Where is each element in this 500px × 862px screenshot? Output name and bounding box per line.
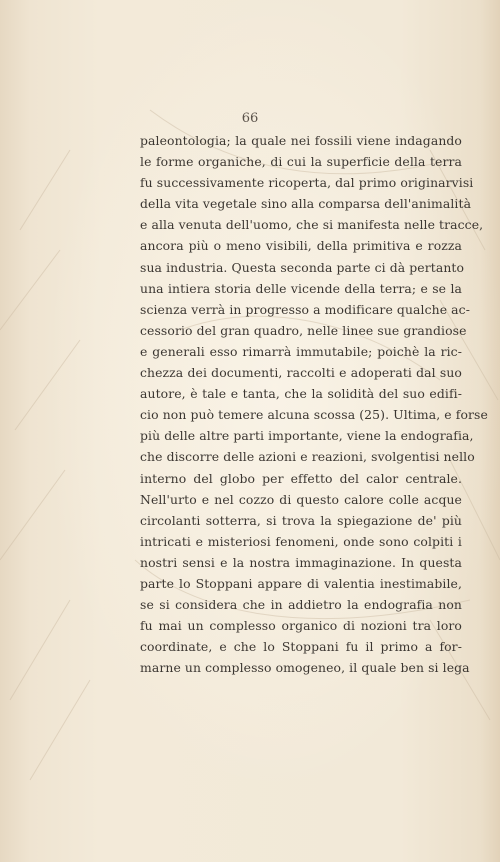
body-text (140, 130, 488, 678)
text-line: chezza dei documenti, raccolti e adoperati dal suo (140, 365, 462, 381)
text-line: una intiera storia delle vicende della terra; e se la (140, 280, 462, 296)
text-line: fu successivamente ricoperta, dal primo originarvisi (140, 175, 474, 191)
page-number: 66 (241, 111, 259, 126)
text-line: marne un complesso omogeneo, il quale ben si lega (140, 660, 470, 676)
text-line: circolanti sotterra, si trova la spiegazione de' più (140, 512, 462, 528)
text-line: Nell'urto e nel cozzo di questo calore colle acque (140, 491, 462, 507)
text-line: nostri sensi e la nostra immaginazione. In questa (140, 554, 462, 570)
text-line: se si considera che in addietro la endografia non (140, 597, 462, 613)
text-line: coordinate, e che lo Stoppani fu il primo a for- (140, 639, 462, 655)
text-line: più delle altre parti importante, viene la endografia, (140, 428, 474, 444)
text-line: sua industria. Questa seconda parte ci dà pertanto (140, 259, 465, 275)
text-line: le forme organiche, di cui la superficie della terra (140, 154, 462, 170)
text-line: interno del globo per effetto del calor centrale. (140, 470, 462, 486)
text-line: che discorre delle azioni e reazioni, svolgentisi nello (140, 449, 475, 465)
text-line: autore, è tale e tanta, che la solidità del suo edifi- (140, 386, 462, 402)
text-line: della vita vegetale sino alla comparsa dell'animalità (140, 196, 472, 212)
text-line: ancora più o meno visibili, della primitiva e rozza (140, 238, 462, 254)
text-line: paleontologia; la quale nei fossili viene indagando (140, 133, 462, 148)
text-line: parte lo Stoppani appare di valentia inestimabile, (140, 575, 462, 591)
text-line: e alla venuta dell'uomo, che si manifesta nelle tracce, (140, 217, 484, 233)
text-line: fu mai un complesso organico di nozioni tra loro (140, 618, 462, 634)
text-line: cessorio del gran quadro, nelle linee sue grandiose (140, 322, 467, 338)
text-line: intricati e misteriosi fenomeni, onde sono colpiti i (140, 533, 462, 549)
text-line: e generali esso rimarrà immutabile; poichè la ric- (140, 343, 462, 359)
text-line: cio non può temere alcuna scossa (25). Ultima, e forse (140, 407, 488, 423)
text-line: scienza verrà in progresso a modificare qualche ac- (140, 301, 470, 317)
